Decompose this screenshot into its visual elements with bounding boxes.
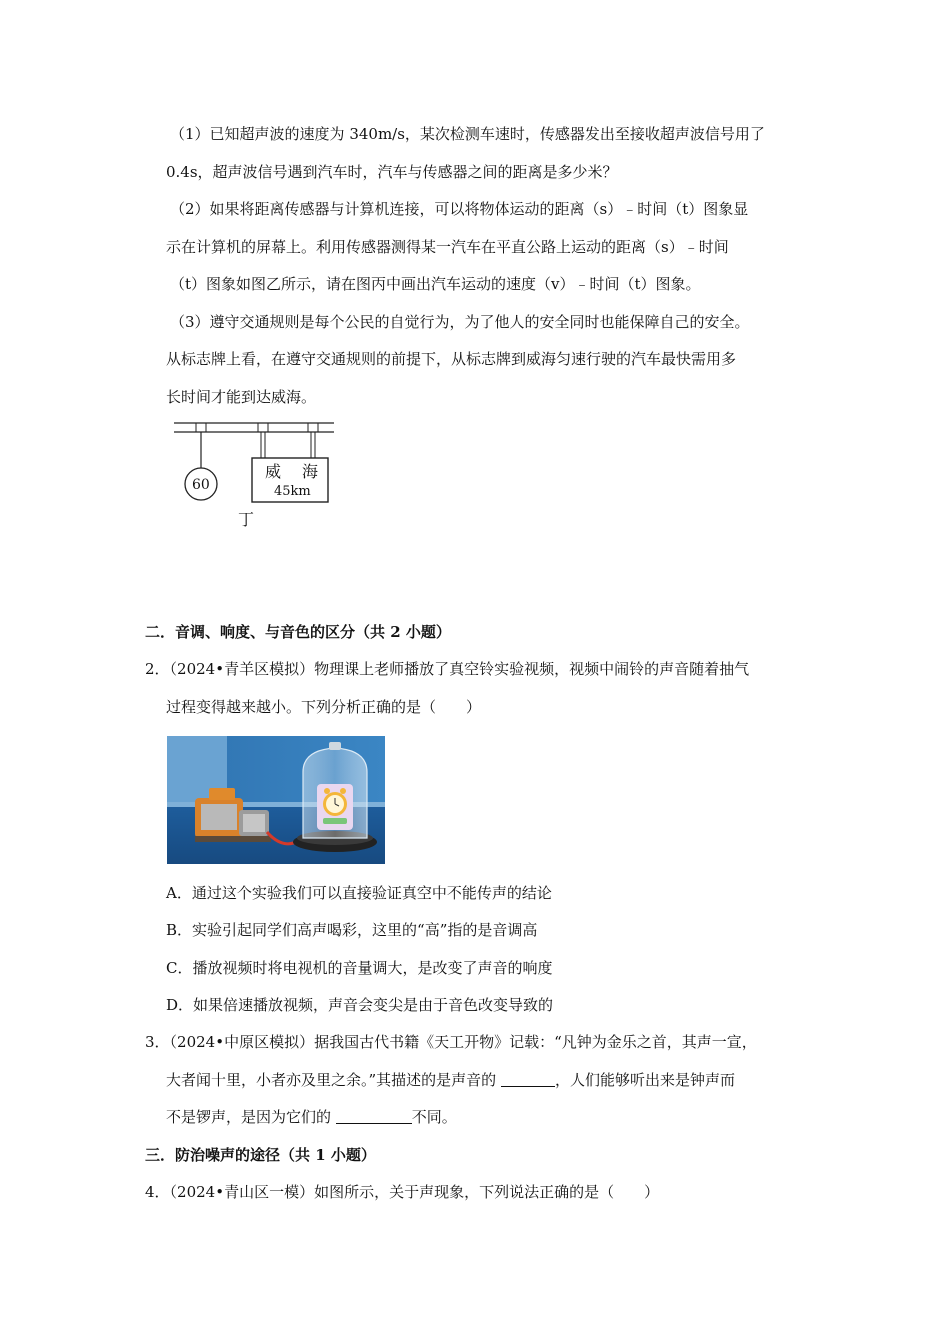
q2-stem-line2: 过程变得越来越小。下列分析正确的是（ ） xyxy=(166,698,482,716)
q2-option-d: D．如果倍速播放视频，声音会变尖是由于音色改变导致的 xyxy=(166,996,554,1014)
figure-caption: 丁 xyxy=(238,510,255,529)
q3-line2-start: 大者闻十里，小者亦及里之余。”其描述的是声音的 xyxy=(166,1071,501,1089)
destination-char-1: 威 xyxy=(265,462,282,481)
speed-limit-value: 60 xyxy=(192,477,210,493)
vacuum-bell-experiment-photo xyxy=(167,736,385,864)
q2-stem-line1: 2．（2024•青羊区模拟）物理课上老师播放了真空铃实验视频，视频中闹铃的声音随着抽气 xyxy=(145,660,750,678)
q4-stem: 4．（2024•青山区一模）如图所示，关于声现象，下列说法正确的是（ ） xyxy=(145,1183,660,1201)
q1-part2-line1: （2）如果将距离传感器与计算机连接，可以将物体运动的距离（s）﹣时间（t）图象显 xyxy=(170,200,749,218)
q2-option-b: B．实验引起同学们高声喝彩，这里的“高”指的是音调高 xyxy=(166,921,538,939)
q3-line2 xyxy=(166,1070,735,1090)
q3-line3-end: 不同。 xyxy=(411,1108,457,1126)
road-sign-figure xyxy=(172,418,342,538)
q3-line3-start: 不是锣声，是因为它们的 xyxy=(166,1108,336,1126)
q1-part2-line2: 示在计算机的屏幕上。利用传感器测得某一汽车在平直公路上运动的距离（s）﹣时间 xyxy=(166,238,729,256)
q1-part3-line3: 长时间才能到达威海。 xyxy=(166,388,317,406)
q2-option-a: A．通过这个实验我们可以直接验证真空中不能传声的结论 xyxy=(166,884,552,902)
q1-part1-line2: 0.4s，超声波信号遇到汽车时，汽车与传感器之间的距离是多少米？ xyxy=(166,163,618,181)
q3-line1: 3．（2024•中原区模拟）据我国古代书籍《天工开物》记载：“凡钟为金乐之首，其声一宣， xyxy=(145,1033,757,1051)
section-2-heading: 二．音调、响度、与音色的区分（共 2 小题） xyxy=(145,623,451,641)
q1-part1-line1: （1）已知超声波的速度为 340m/s，某次检测车速时，传感器发出至接收超声波信号用了 xyxy=(170,125,765,143)
q3-answer-blank-2[interactable] xyxy=(336,1109,412,1124)
destination-char-2: 海 xyxy=(302,462,319,481)
q1-part3-line2: 从标志牌上看，在遵守交通规则的前提下，从标志牌到威海匀速行驶的汽车最快需用多 xyxy=(166,350,737,368)
q3-line2-end: ，人们能够听出来是钟声而 xyxy=(554,1071,735,1089)
q1-part3-line1: （3）遵守交通规则是每个公民的自觉行为，为了他人的安全同时也能保障自己的安全。 xyxy=(170,313,750,331)
section-3-heading: 三．防治噪声的途径（共 1 小题） xyxy=(145,1146,376,1164)
destination-distance: 45km xyxy=(274,484,311,499)
vacuum-bell-illustration xyxy=(167,736,385,864)
q3-answer-blank-1[interactable] xyxy=(501,1072,555,1087)
q2-option-c: C．播放视频时将电视机的音量调大，是改变了声音的响度 xyxy=(166,959,553,977)
q1-part2-line3: （t）图象如图乙所示，请在图丙中画出汽车运动的速度（v）﹣时间（t）图象。 xyxy=(170,275,701,293)
q3-line3 xyxy=(166,1107,457,1127)
